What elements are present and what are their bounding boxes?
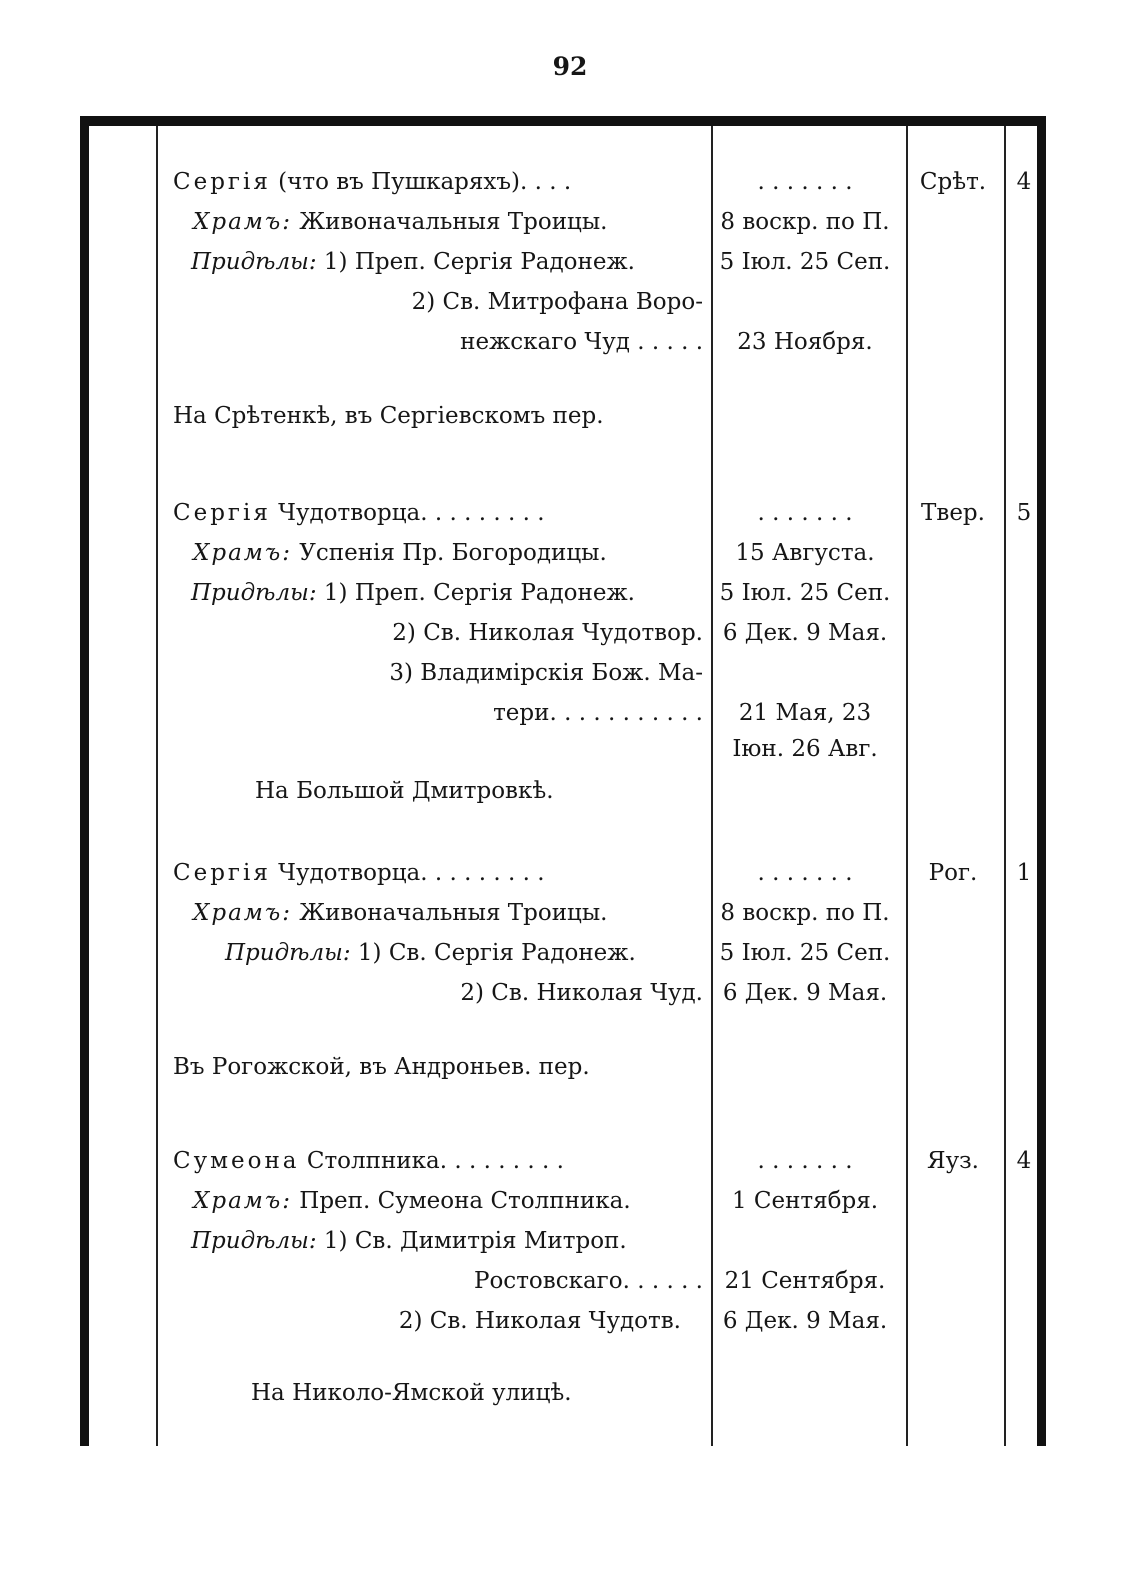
pridel-text: 1) Преп. Сергія Радонеж. (323, 249, 635, 275)
khram-row (0, 533, 1140, 573)
pridel-row (0, 653, 1140, 693)
pridely-label: Придѣлы: (191, 580, 317, 606)
pridel-text: 2) Св. Николая Чудотв. (398, 1308, 681, 1334)
pridely-label: Придѣлы: (191, 1228, 317, 1254)
pridel-text: нежскаго Чуд . . . . . (460, 329, 703, 355)
church-entry (0, 853, 1140, 1087)
church-title: Сергія (173, 169, 271, 195)
pridel-text: 2) Св. Николая Чудотвор. (392, 620, 703, 646)
church-subtitle: Чудотворца. . . . . . . . . (278, 860, 545, 886)
pridel-date: 6 Дек. 9 Мая. (722, 1308, 888, 1334)
khram-text: Преп. Сумеона Столпника. (299, 1188, 631, 1214)
address-row (0, 396, 1140, 436)
pridel-date: Іюн. 26 Авг. (732, 736, 878, 762)
entry-header-row (0, 162, 1140, 202)
pridel-row (0, 733, 1140, 765)
date-dots: . . . . . . . (757, 500, 853, 526)
pridel-row (0, 973, 1140, 1013)
khram-date: 8 воскр. по П. (720, 209, 890, 235)
church-address: На Срѣтенкѣ, въ Сергіевскомъ пер. (173, 403, 604, 429)
pridel-row (0, 322, 1140, 362)
khram-label: Храмъ: (193, 209, 292, 235)
khram-label: Храмъ: (193, 900, 292, 926)
district: Рог. (928, 860, 978, 886)
date-dots: . . . . . . . (757, 1148, 853, 1174)
khram-label: Храмъ: (193, 540, 292, 566)
pridel-row (0, 1221, 1140, 1261)
pridel-date: 6 Дек. 9 Мая. (722, 620, 888, 646)
date-dots: . . . . . . . (757, 860, 853, 886)
church-subtitle: Столпника. . . . . . . . . (306, 1148, 564, 1174)
church-title: Сергія (173, 500, 271, 526)
entry-header-row (0, 493, 1140, 533)
pridel-date: 5 Іюл. 25 Сеп. (719, 249, 891, 275)
pridel-row (0, 1301, 1140, 1341)
entry-header-row (0, 853, 1140, 893)
khram-text: Живоначальныя Троицы. (299, 209, 608, 235)
khram-row (0, 1181, 1140, 1221)
pridel-text: 2) Св. Николая Чуд. (460, 980, 703, 1006)
pridel-row (0, 282, 1140, 322)
pridel-text: тери. . . . . . . . . . . (493, 700, 703, 726)
pridel-text: 3) Владимірскія Бож. Ма- (389, 660, 703, 686)
church-subtitle: (что въ Пушкаряхъ). . . . (278, 169, 572, 195)
church-title: Сумеона (173, 1148, 300, 1174)
pridel-text: Ростовскаго. . . . . . (473, 1268, 703, 1294)
church-entry (0, 493, 1140, 811)
pridel-date: 23 Ноября. (737, 329, 873, 355)
pridel-date: 5 Іюл. 25 Сеп. (719, 580, 891, 606)
district-number: 4 (1016, 1148, 1032, 1174)
address-row (0, 1373, 1140, 1413)
khram-row (0, 202, 1140, 242)
khram-row (0, 893, 1140, 933)
church-entry (0, 1141, 1140, 1413)
church-address: На Большой Дмитровкѣ. (255, 778, 554, 804)
pridel-row (0, 242, 1140, 282)
pridel-row (0, 933, 1140, 973)
address-row (0, 771, 1140, 811)
pridel-row (0, 613, 1140, 653)
page-number: 92 (552, 52, 588, 81)
church-entry (0, 162, 1140, 436)
entry-header-row (0, 1141, 1140, 1181)
district-number: 4 (1016, 169, 1032, 195)
district: Яуз. (927, 1148, 979, 1174)
pridel-row (0, 1261, 1140, 1301)
pridely-label: Придѣлы: (191, 249, 317, 275)
church-subtitle: Чудотворца. . . . . . . . . (278, 500, 545, 526)
district: Твер. (921, 500, 985, 526)
pridel-text: 1) Св. Димитрія Митроп. (323, 1228, 627, 1254)
khram-date: 1 Сентября. (731, 1188, 879, 1214)
khram-text: Живоначальныя Троицы. (299, 900, 608, 926)
district: Срѣт. (919, 169, 987, 195)
pridel-row (0, 693, 1140, 733)
khram-label: Храмъ: (193, 1188, 292, 1214)
pridel-text: 1) Св. Сергія Радонеж. (357, 940, 636, 966)
pridel-date: 5 Іюл. 25 Сеп. (719, 940, 891, 966)
church-address: На Николо-Ямской улицѣ. (251, 1380, 572, 1406)
pridel-text: 2) Св. Митрофана Воро- (411, 289, 703, 315)
district-number: 1 (1016, 860, 1032, 886)
pridel-row (0, 573, 1140, 613)
date-dots: . . . . . . . (757, 169, 853, 195)
frame-top-rule (80, 116, 1046, 126)
pridel-text: 1) Преп. Сергія Радонеж. (323, 580, 635, 606)
address-row (0, 1047, 1140, 1087)
pridel-date: 6 Дек. 9 Мая. (722, 980, 888, 1006)
khram-text: Успенія Пр. Богородицы. (299, 540, 607, 566)
pridel-date: 21 Сентября. (724, 1268, 886, 1294)
district-number: 5 (1016, 500, 1032, 526)
khram-date: 8 воскр. по П. (720, 900, 890, 926)
church-address: Въ Рогожской, въ Андроньев. пер. (173, 1054, 590, 1080)
pridel-date: 21 Мая, 23 (738, 700, 872, 726)
khram-date: 15 Августа. (735, 540, 875, 566)
pridely-label: Придѣлы: (225, 940, 351, 966)
church-title: Сергія (173, 860, 271, 886)
